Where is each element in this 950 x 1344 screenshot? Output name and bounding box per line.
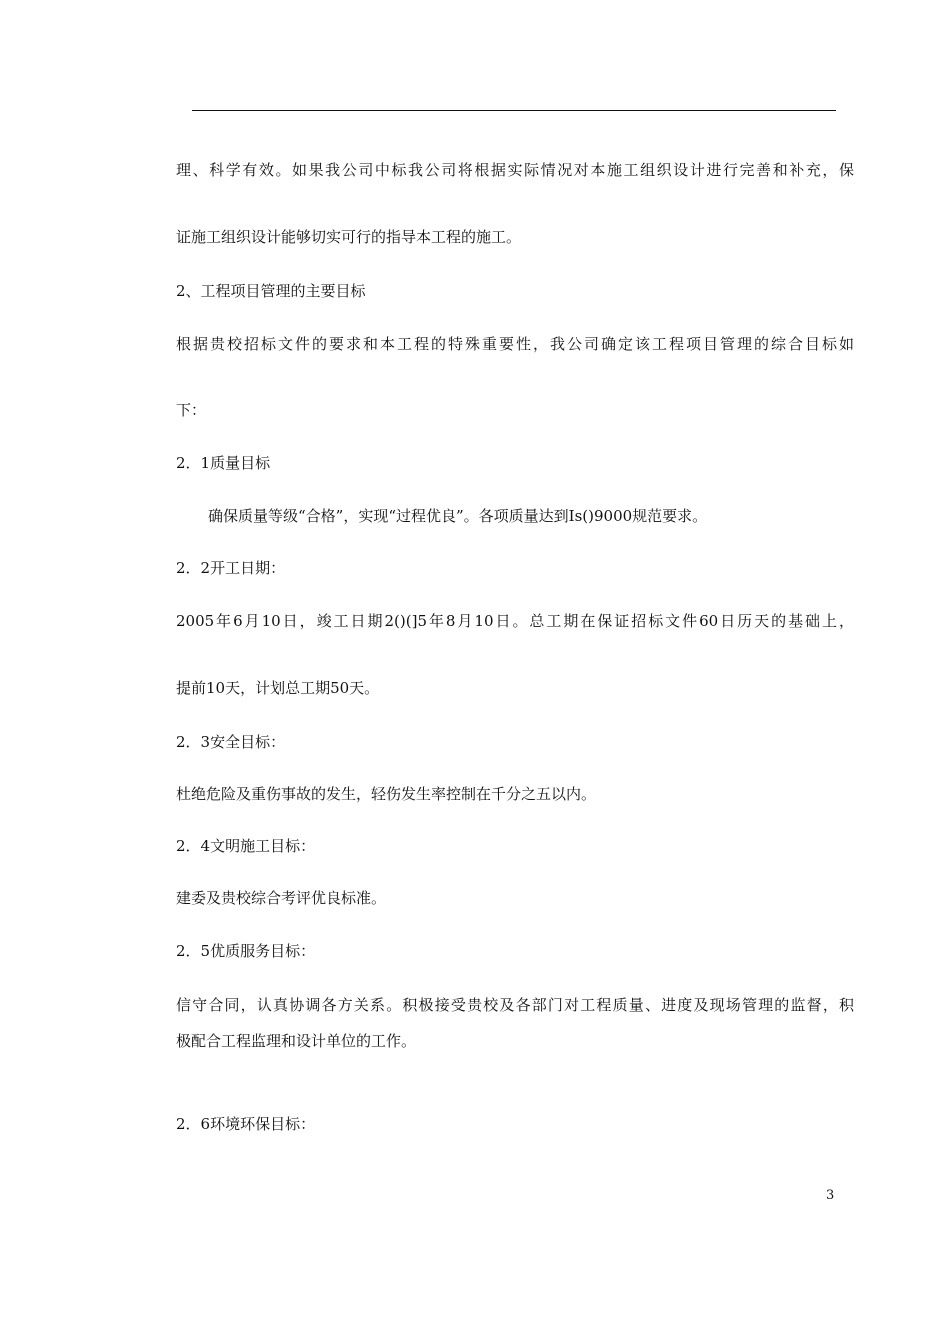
- subsection-heading: 2．2开工日期：: [176, 559, 286, 577]
- paragraph-line: 提前10天，计划总工期50天。: [176, 679, 380, 697]
- subsection-heading: 2．6环境环保目标：: [176, 1115, 316, 1133]
- paragraph-line: 信守合同，认真协调各方关系。积极接受贵校及各部门对工程质量、进度及现场管理的监督，积: [176, 996, 854, 1014]
- paragraph-line: 建委及贵校综合考评优良标准。: [176, 889, 387, 907]
- paragraph-line: 根据贵校招标文件的要求和本工程的特殊重要性，我公司确定该工程项目管理的综合目标如: [176, 335, 854, 353]
- subsection-heading: 2．5优质服务目标：: [176, 942, 316, 960]
- section-heading: 2、工程项目管理的主要目标: [176, 282, 366, 300]
- header-rule: [192, 110, 836, 111]
- paragraph-line: 证施工组织设计能够切实可行的指导本工程的施工。: [176, 228, 522, 246]
- paragraph-line: 理、科学有效。如果我公司中标我公司将根据实际情况对本施工组织设计进行完善和补充，保: [176, 161, 854, 179]
- subsection-heading: 2．3安全目标：: [176, 733, 286, 751]
- subsection-heading: 2．1质量目标: [176, 454, 271, 472]
- paragraph-line: 杜绝危险及重伤事故的发生，轻伤发生率控制在千分之五以内。: [176, 785, 597, 803]
- paragraph-line: 下：: [176, 401, 207, 419]
- paragraph-line: 2005年6月10日，竣工日期2()(]5年8月10日。总工期在保证招标文件60日历天的基础上，: [176, 612, 854, 630]
- page-number: 3: [826, 1188, 835, 1203]
- paragraph-line: 确保质量等级“合格”，实现“过程优良”。各项质量达到Is()9000规范要求。: [208, 507, 708, 525]
- subsection-heading: 2．4文明施工目标：: [176, 837, 316, 855]
- paragraph-line: 极配合工程监理和设计单位的工作。: [176, 1032, 417, 1050]
